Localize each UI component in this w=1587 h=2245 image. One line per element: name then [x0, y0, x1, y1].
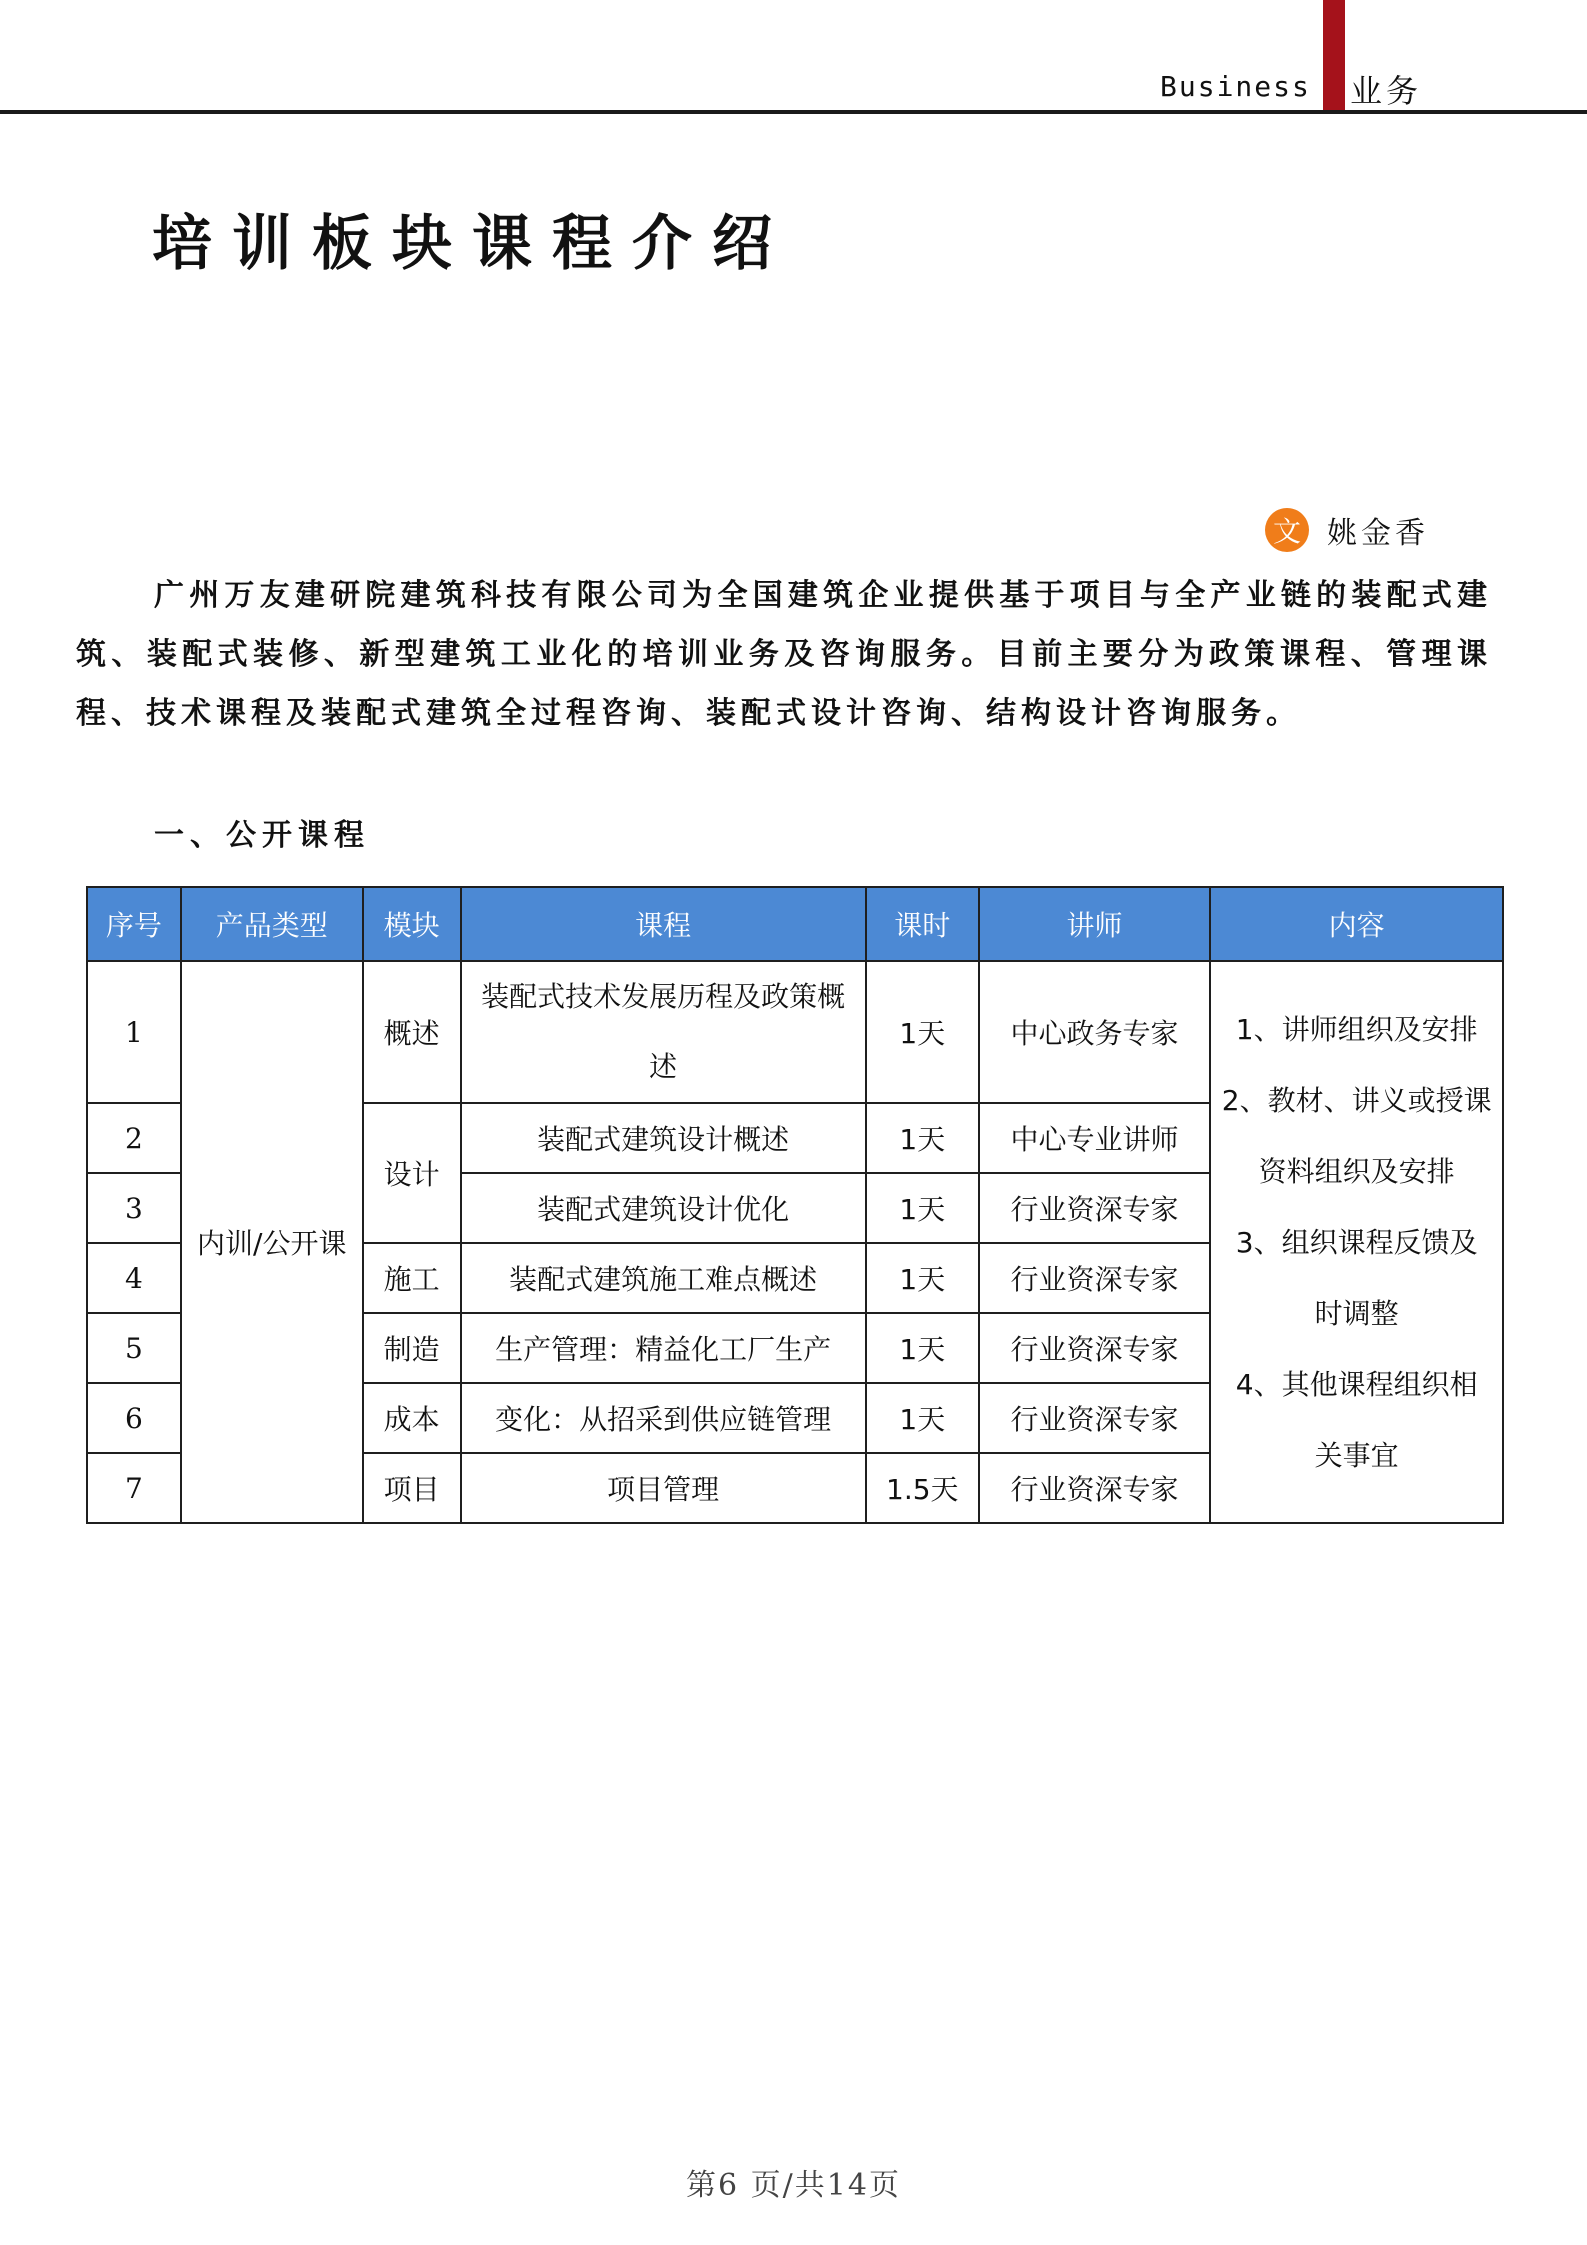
row-course: 装配式建筑施工难点概述 [461, 1243, 866, 1313]
row-hours: 1天 [866, 1173, 979, 1243]
header-lecturer: 讲师 [979, 887, 1211, 961]
row-lecturer: 行业资深专家 [979, 1313, 1211, 1383]
row-module: 施工 [363, 1243, 461, 1313]
row-hours: 1天 [866, 1383, 979, 1453]
row-course: 装配式建筑设计优化 [461, 1173, 866, 1243]
header-accent-bar [1323, 0, 1345, 110]
author-line [1265, 508, 1429, 552]
row-lecturer: 中心政务专家 [979, 961, 1211, 1103]
row-course: 项目管理 [461, 1453, 866, 1523]
row-lecturer: 行业资深专家 [979, 1383, 1211, 1453]
header-rule [0, 110, 1587, 114]
row-lecturer: 行业资深专家 [979, 1243, 1211, 1313]
header-chinese-label: 业务 [1350, 72, 1423, 110]
row-hours: 1天 [866, 1243, 979, 1313]
row-course [461, 961, 866, 1103]
section-title: 一、公开课程 [154, 818, 370, 853]
row-hours: 1天 [866, 961, 979, 1103]
table-header-row [87, 887, 1503, 961]
header-course: 课程 [461, 887, 866, 961]
header-module: 模块 [363, 887, 461, 961]
row-lecturer: 行业资深专家 [979, 1453, 1211, 1523]
content-line: 1、讲师组织及安排 [1235, 1012, 1478, 1046]
row-course: 生产管理：精益化工厂生产 [461, 1313, 866, 1383]
row-no: 7 [87, 1453, 181, 1523]
row-hours: 1.5天 [866, 1453, 979, 1523]
row-course-line: 述 [649, 1050, 678, 1083]
product-type-cell: 内训/公开课 [181, 961, 363, 1523]
row-no: 2 [87, 1103, 181, 1173]
content-line: 2、教材、讲义或授课 [1221, 1083, 1492, 1117]
header-english-label: Business [1160, 70, 1311, 103]
table-row [87, 961, 1503, 1103]
row-hours: 1天 [866, 1103, 979, 1173]
row-module: 制造 [363, 1313, 461, 1383]
row-module: 项目 [363, 1453, 461, 1523]
row-course: 装配式建筑设计概述 [461, 1103, 866, 1173]
content-cell [1210, 961, 1503, 1523]
content-line: 关事宜 [1314, 1438, 1399, 1472]
row-lecturer: 行业资深专家 [979, 1173, 1211, 1243]
page-footer: 第6 页/共14页 [686, 2168, 901, 2203]
content-line: 4、其他课程组织相 [1235, 1367, 1478, 1401]
row-hours: 1天 [866, 1313, 979, 1383]
row-module: 成本 [363, 1383, 461, 1453]
row-no: 3 [87, 1173, 181, 1243]
content-line: 资料组织及安排 [1258, 1154, 1455, 1188]
header-no: 序号 [87, 887, 181, 961]
page-title: 培训板块课程介绍 [152, 209, 792, 279]
header-hours: 课时 [866, 887, 979, 961]
row-course: 变化：从招采到供应链管理 [461, 1383, 866, 1453]
row-lecturer: 中心专业讲师 [979, 1103, 1211, 1173]
row-no: 4 [87, 1243, 181, 1313]
author-name: 姚金香 [1327, 516, 1429, 551]
row-no: 1 [87, 961, 181, 1103]
row-no: 6 [87, 1383, 181, 1453]
header-content: 内容 [1210, 887, 1503, 961]
content-line: 时调整 [1314, 1296, 1399, 1330]
row-no: 5 [87, 1313, 181, 1383]
row-course-line: 装配式技术发展历程及政策概 [481, 980, 846, 1013]
row-module: 概述 [363, 961, 461, 1103]
intro-paragraph: 广州万友建研院建筑科技有限公司为全国建筑企业提供基于项目与全产业链的装配式建筑、装配式装修、新型建筑工业化的培训业务及咨询服务。目前主要分为政策课程、管理课程、技术课程及装配式建筑全过程咨询、装配式设计咨询、结构设计咨询服务。 [76, 578, 1492, 731]
content-line: 3、组织课程反馈及 [1235, 1225, 1478, 1259]
row-module: 设计 [363, 1103, 461, 1243]
course-table [86, 886, 1504, 1524]
header-product-type: 产品类型 [181, 887, 363, 961]
author-badge-icon: 文 [1265, 508, 1309, 552]
